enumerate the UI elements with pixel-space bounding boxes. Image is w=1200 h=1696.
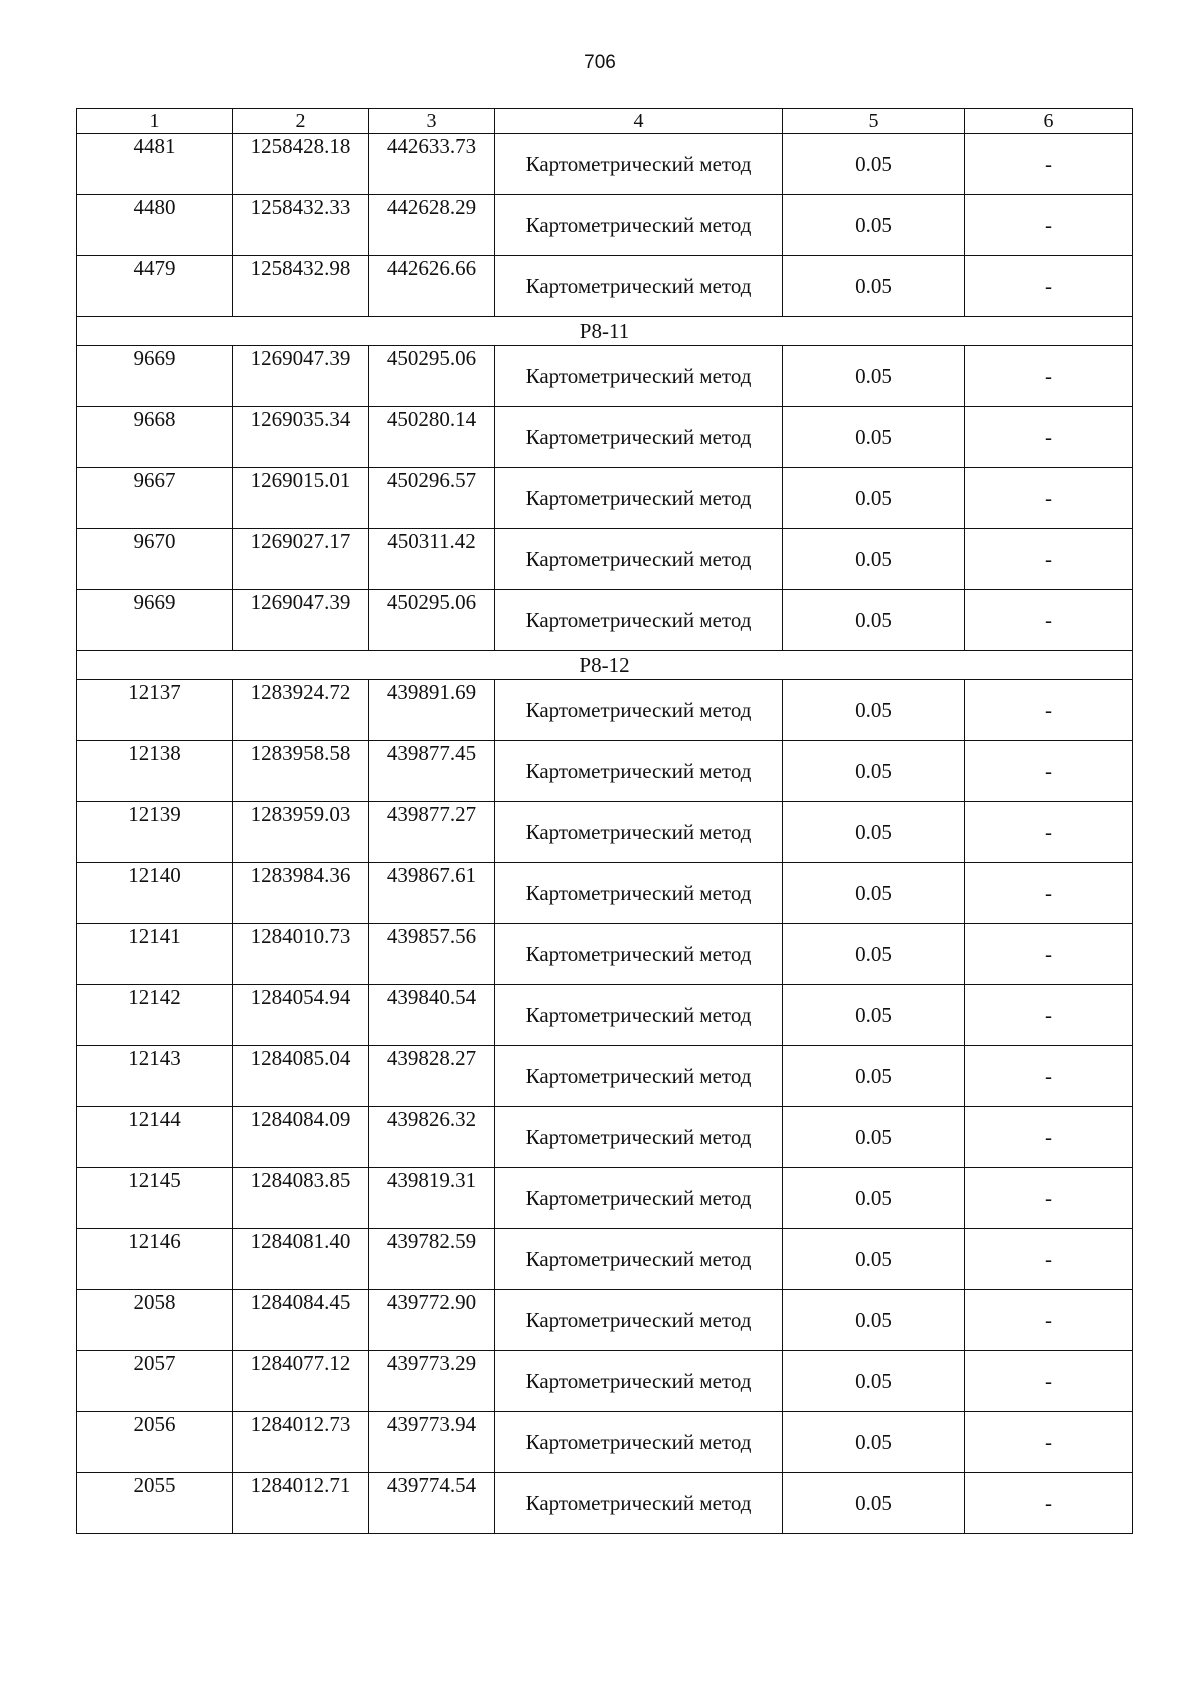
method-cell: Картометрический метод — [495, 741, 783, 802]
accuracy-cell: 0.05 — [783, 134, 965, 195]
point-number-cell: 12145 — [77, 1168, 233, 1229]
accuracy-cell: 0.05 — [783, 1473, 965, 1534]
method-cell: Картометрический метод — [495, 407, 783, 468]
accuracy-cell: 0.05 — [783, 741, 965, 802]
method-cell: Картометрический метод — [495, 1351, 783, 1412]
note-cell: - — [965, 863, 1133, 924]
point-number-cell: 9668 — [77, 407, 233, 468]
method-cell: Картометрический метод — [495, 985, 783, 1046]
table-row — [77, 256, 1133, 317]
x-coordinate-cell: 1284077.12 — [233, 1351, 369, 1412]
note-cell: - — [965, 529, 1133, 590]
accuracy-cell: 0.05 — [783, 468, 965, 529]
x-coordinate-cell: 1269027.17 — [233, 529, 369, 590]
note-cell: - — [965, 985, 1133, 1046]
point-number-cell: 9667 — [77, 468, 233, 529]
point-number-cell: 2058 — [77, 1290, 233, 1351]
point-number-cell: 2057 — [77, 1351, 233, 1412]
y-coordinate-cell: 439819.31 — [369, 1168, 495, 1229]
point-number-cell: 12142 — [77, 985, 233, 1046]
y-coordinate-cell: 439773.29 — [369, 1351, 495, 1412]
accuracy-cell: 0.05 — [783, 1046, 965, 1107]
point-number-cell: 2055 — [77, 1473, 233, 1534]
x-coordinate-cell: 1283958.58 — [233, 741, 369, 802]
point-number-cell: 2056 — [77, 1412, 233, 1473]
section-row — [77, 317, 1133, 346]
table-row — [77, 134, 1133, 195]
method-cell: Картометрический метод — [495, 924, 783, 985]
note-cell: - — [965, 346, 1133, 407]
page-number: 706 — [584, 52, 616, 73]
note-cell: - — [965, 1473, 1133, 1534]
y-coordinate-cell: 439772.90 — [369, 1290, 495, 1351]
column-header-3: 3 — [369, 109, 495, 134]
accuracy-cell: 0.05 — [783, 1351, 965, 1412]
note-cell: - — [965, 1107, 1133, 1168]
x-coordinate-cell: 1284012.71 — [233, 1473, 369, 1534]
accuracy-cell: 0.05 — [783, 1168, 965, 1229]
table-row — [77, 985, 1133, 1046]
x-coordinate-cell: 1284054.94 — [233, 985, 369, 1046]
point-number-cell: 4479 — [77, 256, 233, 317]
accuracy-cell: 0.05 — [783, 985, 965, 1046]
y-coordinate-cell: 439782.59 — [369, 1229, 495, 1290]
table-row — [77, 529, 1133, 590]
note-cell: - — [965, 1412, 1133, 1473]
table-row — [77, 924, 1133, 985]
table-row — [77, 1351, 1133, 1412]
note-cell: - — [965, 1351, 1133, 1412]
x-coordinate-cell: 1284012.73 — [233, 1412, 369, 1473]
note-cell: - — [965, 256, 1133, 317]
point-number-cell: 9670 — [77, 529, 233, 590]
method-cell: Картометрический метод — [495, 134, 783, 195]
accuracy-cell: 0.05 — [783, 1229, 965, 1290]
x-coordinate-cell: 1269015.01 — [233, 468, 369, 529]
section-label: Р8-12 — [77, 651, 1133, 680]
y-coordinate-cell: 439857.56 — [369, 924, 495, 985]
column-header-4: 4 — [495, 109, 783, 134]
table-row — [77, 863, 1133, 924]
table-row — [77, 1412, 1133, 1473]
column-header-1: 1 — [77, 109, 233, 134]
accuracy-cell: 0.05 — [783, 195, 965, 256]
y-coordinate-cell: 442628.29 — [369, 195, 495, 256]
point-number-cell: 4480 — [77, 195, 233, 256]
x-coordinate-cell: 1284085.04 — [233, 1046, 369, 1107]
point-number-cell: 12144 — [77, 1107, 233, 1168]
x-coordinate-cell: 1258432.98 — [233, 256, 369, 317]
column-header-5: 5 — [783, 109, 965, 134]
accuracy-cell: 0.05 — [783, 1107, 965, 1168]
accuracy-cell: 0.05 — [783, 863, 965, 924]
y-coordinate-cell: 439774.54 — [369, 1473, 495, 1534]
y-coordinate-cell: 450295.06 — [369, 590, 495, 651]
x-coordinate-cell: 1283924.72 — [233, 680, 369, 741]
method-cell: Картометрический метод — [495, 802, 783, 863]
method-cell: Картометрический метод — [495, 256, 783, 317]
y-coordinate-cell: 439877.27 — [369, 802, 495, 863]
table-row — [77, 1046, 1133, 1107]
header-row — [77, 109, 1133, 134]
table-row — [77, 468, 1133, 529]
table-row — [77, 802, 1133, 863]
note-cell: - — [965, 407, 1133, 468]
table-row — [77, 590, 1133, 651]
table-row — [77, 1168, 1133, 1229]
y-coordinate-cell: 439773.94 — [369, 1412, 495, 1473]
note-cell: - — [965, 680, 1133, 741]
table-row — [77, 741, 1133, 802]
table-row — [77, 680, 1133, 741]
method-cell: Картометрический метод — [495, 1290, 783, 1351]
method-cell: Картометрический метод — [495, 1107, 783, 1168]
note-cell: - — [965, 1290, 1133, 1351]
x-coordinate-cell: 1284084.09 — [233, 1107, 369, 1168]
method-cell: Картометрический метод — [495, 1168, 783, 1229]
y-coordinate-cell: 450295.06 — [369, 346, 495, 407]
y-coordinate-cell: 439891.69 — [369, 680, 495, 741]
note-cell: - — [965, 1168, 1133, 1229]
method-cell: Картометрический метод — [495, 680, 783, 741]
y-coordinate-cell: 439840.54 — [369, 985, 495, 1046]
note-cell: - — [965, 1046, 1133, 1107]
y-coordinate-cell: 439828.27 — [369, 1046, 495, 1107]
method-cell: Картометрический метод — [495, 590, 783, 651]
section-label: Р8-11 — [77, 317, 1133, 346]
x-coordinate-cell: 1283959.03 — [233, 802, 369, 863]
point-number-cell: 4481 — [77, 134, 233, 195]
note-cell: - — [965, 468, 1133, 529]
point-number-cell: 9669 — [77, 346, 233, 407]
method-cell: Картометрический метод — [495, 1412, 783, 1473]
y-coordinate-cell: 450296.57 — [369, 468, 495, 529]
accuracy-cell: 0.05 — [783, 346, 965, 407]
method-cell: Картометрический метод — [495, 468, 783, 529]
method-cell: Картометрический метод — [495, 346, 783, 407]
note-cell: - — [965, 1229, 1133, 1290]
note-cell: - — [965, 195, 1133, 256]
table-row — [77, 1290, 1133, 1351]
table-row — [77, 1107, 1133, 1168]
point-number-cell: 12143 — [77, 1046, 233, 1107]
table-row — [77, 407, 1133, 468]
point-number-cell: 12139 — [77, 802, 233, 863]
x-coordinate-cell: 1284084.45 — [233, 1290, 369, 1351]
method-cell: Картометрический метод — [495, 1473, 783, 1534]
table-row — [77, 1473, 1133, 1534]
column-header-2: 2 — [233, 109, 369, 134]
y-coordinate-cell: 439826.32 — [369, 1107, 495, 1168]
section-row — [77, 651, 1133, 680]
point-number-cell: 12137 — [77, 680, 233, 741]
x-coordinate-cell: 1283984.36 — [233, 863, 369, 924]
accuracy-cell: 0.05 — [783, 802, 965, 863]
accuracy-cell: 0.05 — [783, 680, 965, 741]
accuracy-cell: 0.05 — [783, 407, 965, 468]
y-coordinate-cell: 439867.61 — [369, 863, 495, 924]
table-row — [77, 1229, 1133, 1290]
point-number-cell: 12138 — [77, 741, 233, 802]
method-cell: Картометрический метод — [495, 863, 783, 924]
coordinates-table — [76, 108, 1133, 1534]
method-cell: Картометрический метод — [495, 1046, 783, 1107]
x-coordinate-cell: 1258432.33 — [233, 195, 369, 256]
x-coordinate-cell: 1269047.39 — [233, 346, 369, 407]
x-coordinate-cell: 1269047.39 — [233, 590, 369, 651]
point-number-cell: 12141 — [77, 924, 233, 985]
x-coordinate-cell: 1284010.73 — [233, 924, 369, 985]
point-number-cell: 12140 — [77, 863, 233, 924]
x-coordinate-cell: 1258428.18 — [233, 134, 369, 195]
point-number-cell: 12146 — [77, 1229, 233, 1290]
accuracy-cell: 0.05 — [783, 924, 965, 985]
column-header-6: 6 — [965, 109, 1133, 134]
accuracy-cell: 0.05 — [783, 590, 965, 651]
note-cell: - — [965, 802, 1133, 863]
x-coordinate-cell: 1284081.40 — [233, 1229, 369, 1290]
y-coordinate-cell: 442626.66 — [369, 256, 495, 317]
method-cell: Картометрический метод — [495, 1229, 783, 1290]
table-row — [77, 195, 1133, 256]
note-cell: - — [965, 924, 1133, 985]
point-number-cell: 9669 — [77, 590, 233, 651]
method-cell: Картометрический метод — [495, 529, 783, 590]
method-cell: Картометрический метод — [495, 195, 783, 256]
table-body — [77, 109, 1133, 1534]
note-cell: - — [965, 590, 1133, 651]
accuracy-cell: 0.05 — [783, 1412, 965, 1473]
y-coordinate-cell: 450311.42 — [369, 529, 495, 590]
x-coordinate-cell: 1269035.34 — [233, 407, 369, 468]
accuracy-cell: 0.05 — [783, 529, 965, 590]
accuracy-cell: 0.05 — [783, 256, 965, 317]
y-coordinate-cell: 450280.14 — [369, 407, 495, 468]
y-coordinate-cell: 439877.45 — [369, 741, 495, 802]
note-cell: - — [965, 134, 1133, 195]
table-row — [77, 346, 1133, 407]
accuracy-cell: 0.05 — [783, 1290, 965, 1351]
note-cell: - — [965, 741, 1133, 802]
y-coordinate-cell: 442633.73 — [369, 134, 495, 195]
x-coordinate-cell: 1284083.85 — [233, 1168, 369, 1229]
